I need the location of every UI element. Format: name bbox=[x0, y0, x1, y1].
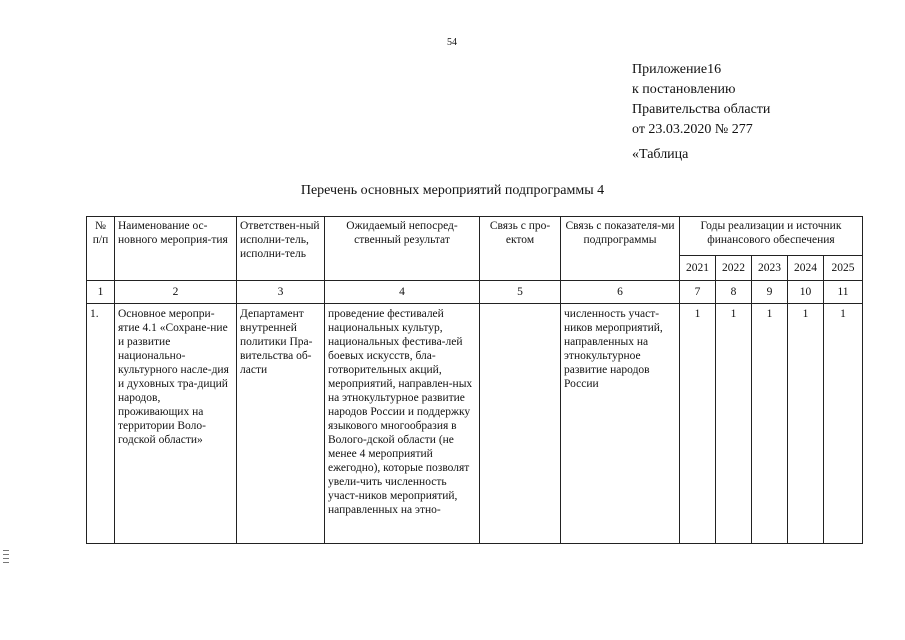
page-number: 54 bbox=[447, 37, 457, 48]
col-number: 4 bbox=[325, 281, 480, 304]
col-number: 11 bbox=[824, 281, 863, 304]
col-number: 1 bbox=[87, 281, 115, 304]
document-title: Перечень основных мероприятий подпрограммы 4 bbox=[300, 183, 605, 198]
appendix-line-3: Правительства области bbox=[632, 102, 771, 117]
row-year-value: 1 bbox=[788, 304, 824, 544]
col-number: 9 bbox=[752, 281, 788, 304]
row-project bbox=[480, 304, 561, 544]
appendix-line-4: от 23.03.2020 № 277 bbox=[632, 122, 753, 137]
row-result: проведение фестивалей национальных культур, национальных фестива-лей боевых искусств, бла-готворительных акций, мероприятий, направлен-ных на этнокультурное развитие народов России и поддержку языкового многообразия в Волого-дской области (не менее 4 мероприятий ежегодно), которые позволят увели-чить численность участ-ников мероприятий, направленных на этно- bbox=[325, 304, 480, 544]
measures-table bbox=[86, 216, 863, 544]
row-name: Основное меропри-ятие 4.1 «Сохране-ние и развитие национально-культурного насле-дия и духовных тра-диций народов, проживающих на территории Воло-годской области» bbox=[115, 304, 237, 544]
header-year: 2022 bbox=[716, 256, 752, 281]
header-years-group: Годы реализации и источник финансового обеспечения bbox=[680, 217, 863, 256]
appendix-header bbox=[632, 60, 770, 140]
row-year-value: 1 bbox=[716, 304, 752, 544]
row-num: 1. bbox=[87, 304, 115, 544]
table-row bbox=[87, 304, 863, 544]
col-number: 3 bbox=[237, 281, 325, 304]
col-number: 10 bbox=[788, 281, 824, 304]
row-year-value: 1 bbox=[680, 304, 716, 544]
row-executor: Департамент внутренней политики Пра-вительства об-ласти bbox=[237, 304, 325, 544]
header-year: 2024 bbox=[788, 256, 824, 281]
column-number-row bbox=[87, 281, 863, 304]
header-year: 2025 bbox=[824, 256, 863, 281]
header-year: 2021 bbox=[680, 256, 716, 281]
header-num: № п/п bbox=[87, 217, 115, 281]
header-year: 2023 bbox=[752, 256, 788, 281]
header-project: Связь с про-ектом bbox=[480, 217, 561, 281]
row-indicator: численность участ-ников мероприятий, направленных на этнокультурное развитие народов России bbox=[561, 304, 680, 544]
row-year-value: 1 bbox=[824, 304, 863, 544]
header-executor: Ответствен-ный исполни-тель, исполни-тель bbox=[237, 217, 325, 281]
header-indicator: Связь с показателя-ми подпрограммы bbox=[561, 217, 680, 281]
appendix-line-1: Приложение16 bbox=[632, 62, 722, 77]
col-number: 5 bbox=[480, 281, 561, 304]
margin-mark bbox=[3, 550, 9, 566]
col-number: 2 bbox=[115, 281, 237, 304]
header-name: Наименование ос-новного мероприя-тия bbox=[115, 217, 237, 281]
header-row bbox=[87, 217, 863, 256]
col-number: 7 bbox=[680, 281, 716, 304]
row-year-value: 1 bbox=[752, 304, 788, 544]
appendix-line-2: к постановлению bbox=[632, 82, 736, 97]
table-label: «Таблица bbox=[632, 147, 689, 162]
col-number: 6 bbox=[561, 281, 680, 304]
col-number: 8 bbox=[716, 281, 752, 304]
header-result: Ожидаемый непосред-ственный результат bbox=[325, 217, 480, 281]
